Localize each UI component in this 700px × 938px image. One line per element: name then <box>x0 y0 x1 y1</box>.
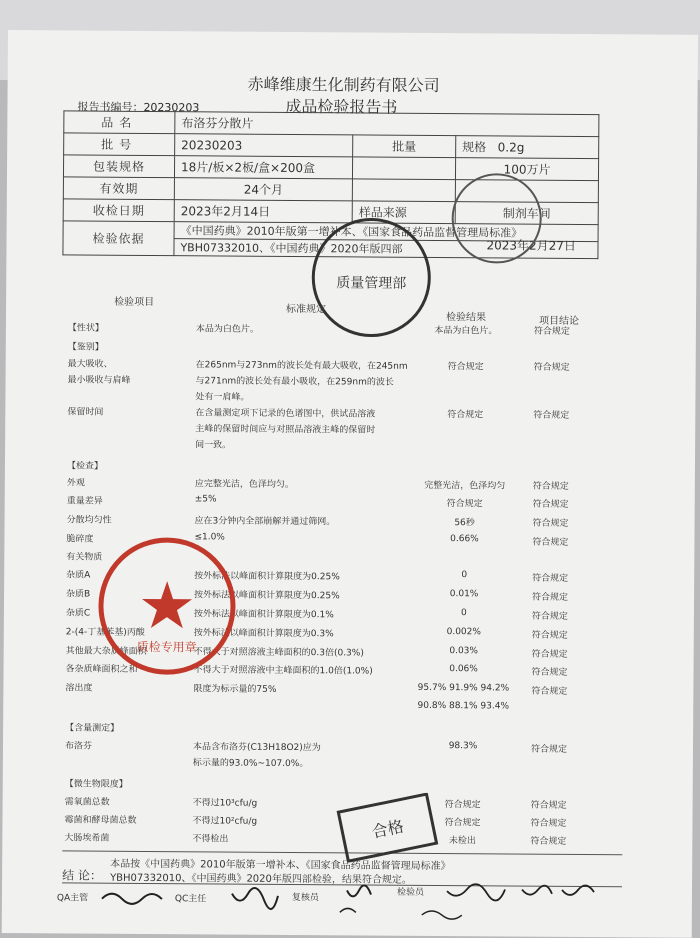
row-item: 需氧菌总数 <box>64 797 110 808</box>
qualified-stamp <box>332 792 442 863</box>
row-result: 0 <box>461 608 467 619</box>
row-standard: 按外标法以峰面积计算限度为0.25% <box>194 590 340 602</box>
col-conclusion: 项目结论 <box>538 315 580 327</box>
label-basis: 检验依据 <box>63 221 174 256</box>
row-standard: 按外标法以峰面积计算限度为0.1% <box>193 609 334 621</box>
qa-label: QA主管 <box>56 893 89 904</box>
row-item: 2-(4-丁基苯基)丙酸 <box>65 627 145 638</box>
row-conclusion: 符合规定 <box>533 326 570 337</box>
label-packaging: 包装规格 <box>63 155 174 178</box>
row-standard: 标示量的93.0%~107.0%。 <box>192 758 309 770</box>
row-result: 符合规定 <box>444 800 481 811</box>
row-standard: 在265nm与273nm的波长处有最大吸收，在245nm <box>195 360 408 372</box>
label-receive-date: 收检日期 <box>63 199 174 222</box>
row-result: 本品为白色片。 <box>434 325 498 337</box>
row-item: 保留时间 <box>67 407 104 418</box>
row-result <box>398 757 528 758</box>
row-standard: 应完整光洁，色泽均匀。 <box>194 479 294 491</box>
row-conclusion: 符合规定 <box>530 836 567 847</box>
red-company-seal <box>91 531 242 682</box>
release-stamp <box>446 168 547 269</box>
col-item: 检验项目 <box>114 296 155 309</box>
row-result: 符合规定 <box>446 499 483 510</box>
row-item: 最大吸收、 <box>67 359 113 370</box>
row-item: 分散均匀性 <box>66 515 112 526</box>
row-item: 【检查】 <box>66 461 104 472</box>
row-standard: 处有一肩峰。 <box>195 392 250 403</box>
value-batch: 20230203 <box>175 134 353 157</box>
row-standard: 不得过10³cfu/g <box>192 798 258 809</box>
row-item: 杂质C <box>65 608 91 619</box>
report-date: 2023年2月27日 <box>486 238 577 253</box>
row-item: 外观 <box>66 478 85 489</box>
label-batch-size: 批量 <box>353 135 456 158</box>
row-result: 95.7% 91.9% 94.2% <box>417 682 510 694</box>
col-standard: 标准规定 <box>286 303 327 316</box>
row-conclusion: 符合规定 <box>530 800 567 811</box>
value-receive-date: 2023年2月14日 <box>174 200 352 223</box>
row-item: 各杂质峰面积之和 <box>65 664 138 675</box>
row-item: 大肠埃希菌 <box>64 833 110 844</box>
col-result: 检验结果 <box>445 312 487 324</box>
row-conclusion: 符合规定 <box>532 592 569 603</box>
value-basis-line2: YBH07332010、《中国药典》2020年版四部 <box>174 239 598 259</box>
row-result <box>400 391 530 392</box>
row-result: 0.66% <box>450 534 479 545</box>
qc-label: QC主任 <box>174 894 207 905</box>
row-standard: 应在3分钟内全部崩解并通过筛网。 <box>194 516 336 528</box>
stamp-text: 质量管理部 <box>336 275 407 292</box>
value-validity: 24个月 <box>174 178 352 201</box>
report-number: 报告书编号：20230203 <box>77 100 200 115</box>
conclusion-line2: YBH07332010、《中国药典》2020年版四部检验，结果符合规定。 <box>110 872 412 886</box>
value-basis-line1: 《中国药典》2010年版第一增补本、《国家食品药品监督管理局标准》 <box>174 222 598 242</box>
row-result <box>399 552 529 553</box>
row-conclusion: 符合规定 <box>533 410 570 421</box>
row-conclusion: 符合规定 <box>530 744 568 755</box>
label-batch: 批号 <box>64 133 175 156</box>
row-conclusion: 符合规定 <box>531 649 568 660</box>
row-item: 【性状】 <box>67 323 104 334</box>
reviewer-label: 复核员 <box>291 893 319 904</box>
row-item: 脆碎度 <box>66 534 94 545</box>
label-spec: 规格 <box>462 140 487 155</box>
value-spec: 0.2g <box>497 140 525 155</box>
row-result: 90.8% 88.1% 93.4% <box>417 700 510 712</box>
row-conclusion: 符合规定 <box>531 667 568 678</box>
row-result: 符合规定 <box>447 362 484 373</box>
row-item: 【鉴别】 <box>67 342 104 353</box>
row-standard: 不得大于对照溶液中主峰面积的1.0倍(1.0%) <box>193 665 373 677</box>
row-standard: 不得过10²cfu/g <box>192 816 258 827</box>
row-standard: 限度为标示量的75% <box>193 684 277 695</box>
row-result <box>400 461 530 462</box>
row-result: 56秒 <box>454 518 475 529</box>
label-validity: 有效期 <box>63 177 174 200</box>
row-result: 0.01% <box>449 589 479 600</box>
row-result: 符合规定 <box>447 410 484 421</box>
row-result: 98.3% <box>448 741 478 752</box>
row-result: 未检出 <box>448 836 476 847</box>
row-conclusion: 符合规定 <box>532 537 569 548</box>
seal-label: 质检专用章 <box>136 639 197 655</box>
row-result: 0.06% <box>449 664 478 675</box>
row-standard: 间一致。 <box>195 440 232 451</box>
row-conclusion: 符合规定 <box>531 686 568 697</box>
row-result <box>401 375 531 376</box>
row-standard: ±5% <box>194 494 217 505</box>
row-item: 霉菌和酵母菌总数 <box>64 815 137 826</box>
row-standard: ≤1.0% <box>194 532 225 543</box>
row-conclusion: 符合规定 <box>531 630 568 641</box>
signatures <box>82 881 682 935</box>
quality-department-stamp <box>306 212 437 343</box>
row-result <box>400 423 530 424</box>
row-item: 重量差异 <box>66 496 103 507</box>
row-standard: 在含量测定项下记录的色谱图中，供试品溶液 <box>195 408 376 420</box>
row-result: 0.002% <box>446 627 481 638</box>
row-conclusion: 符合规定 <box>533 362 570 373</box>
row-standard: 按外标法以峰面积计算限度为0.25% <box>194 571 340 583</box>
label-source: 样品来源 <box>352 201 455 224</box>
row-result <box>398 779 528 780</box>
row-standard: 主峰的保留时间应与对照品溶液主峰的保留时 <box>195 424 376 436</box>
qualified-stamp-text: 合格 <box>370 816 406 842</box>
company-name: 赤峰维康生化制药有限公司 <box>247 74 440 96</box>
row-result: 完整光洁，色泽均匀 <box>424 480 506 492</box>
row-result <box>400 439 530 440</box>
document-page <box>2 30 698 938</box>
report-title: 成品检验报告书 <box>285 96 398 117</box>
row-standard: 不得大于对照溶液主峰面积的0.3倍(0.3%) <box>193 647 364 659</box>
value-source: 制剂车间 <box>455 202 598 225</box>
row-item: 布洛芬 <box>64 741 93 752</box>
conclusion-label: 结 论： <box>62 868 102 883</box>
row-conclusion: 符合规定 <box>532 499 569 510</box>
value-packaging: 18片/板×2板/盒×200盒 <box>174 156 352 179</box>
row-item: 杂质B <box>66 589 91 600</box>
row-standard: 本品含布洛芬(C13H18O2)应为 <box>192 742 321 754</box>
row-result: 0.03% <box>449 646 479 657</box>
row-item: 有关物质 <box>66 552 103 563</box>
row-conclusion: 符合规定 <box>531 611 568 622</box>
row-conclusion: 符合规定 <box>532 518 569 529</box>
value-batch-size: 100万片 <box>455 158 598 181</box>
row-conclusion: 符合规定 <box>530 818 567 829</box>
row-item: 其他最大杂质峰面积 <box>65 646 147 657</box>
row-item: 杂质A <box>66 570 91 581</box>
row-result: 符合规定 <box>444 818 481 829</box>
row-standard: 与271nm的波长处有最小吸收，在259nm的波长 <box>195 376 394 388</box>
row-standard: 不得检出 <box>192 834 229 845</box>
row-item: 【微生物限度】 <box>64 779 128 790</box>
row-item: 最小吸收与肩峰 <box>67 375 131 386</box>
value-product: 布洛芬分散片 <box>175 112 599 137</box>
row-item: 溶出度 <box>65 683 93 694</box>
inspector-label: 检验员 <box>396 887 425 898</box>
row-standard: 本品为白色片。 <box>195 324 259 335</box>
label-product: 品名 <box>64 111 175 134</box>
row-result: 0 <box>461 570 468 581</box>
conclusion-line1: 本品按《中国药典》2010年版第一增补本、《国家食品药品监督管理局标准》 <box>110 858 451 873</box>
row-item: 【含量测定】 <box>65 723 120 734</box>
row-standard: 按外标法以峰面积计算限度为0.3% <box>193 628 334 640</box>
row-conclusion: 符合规定 <box>532 573 569 584</box>
row-result <box>398 723 528 724</box>
row-conclusion: 符合规定 <box>532 481 569 492</box>
